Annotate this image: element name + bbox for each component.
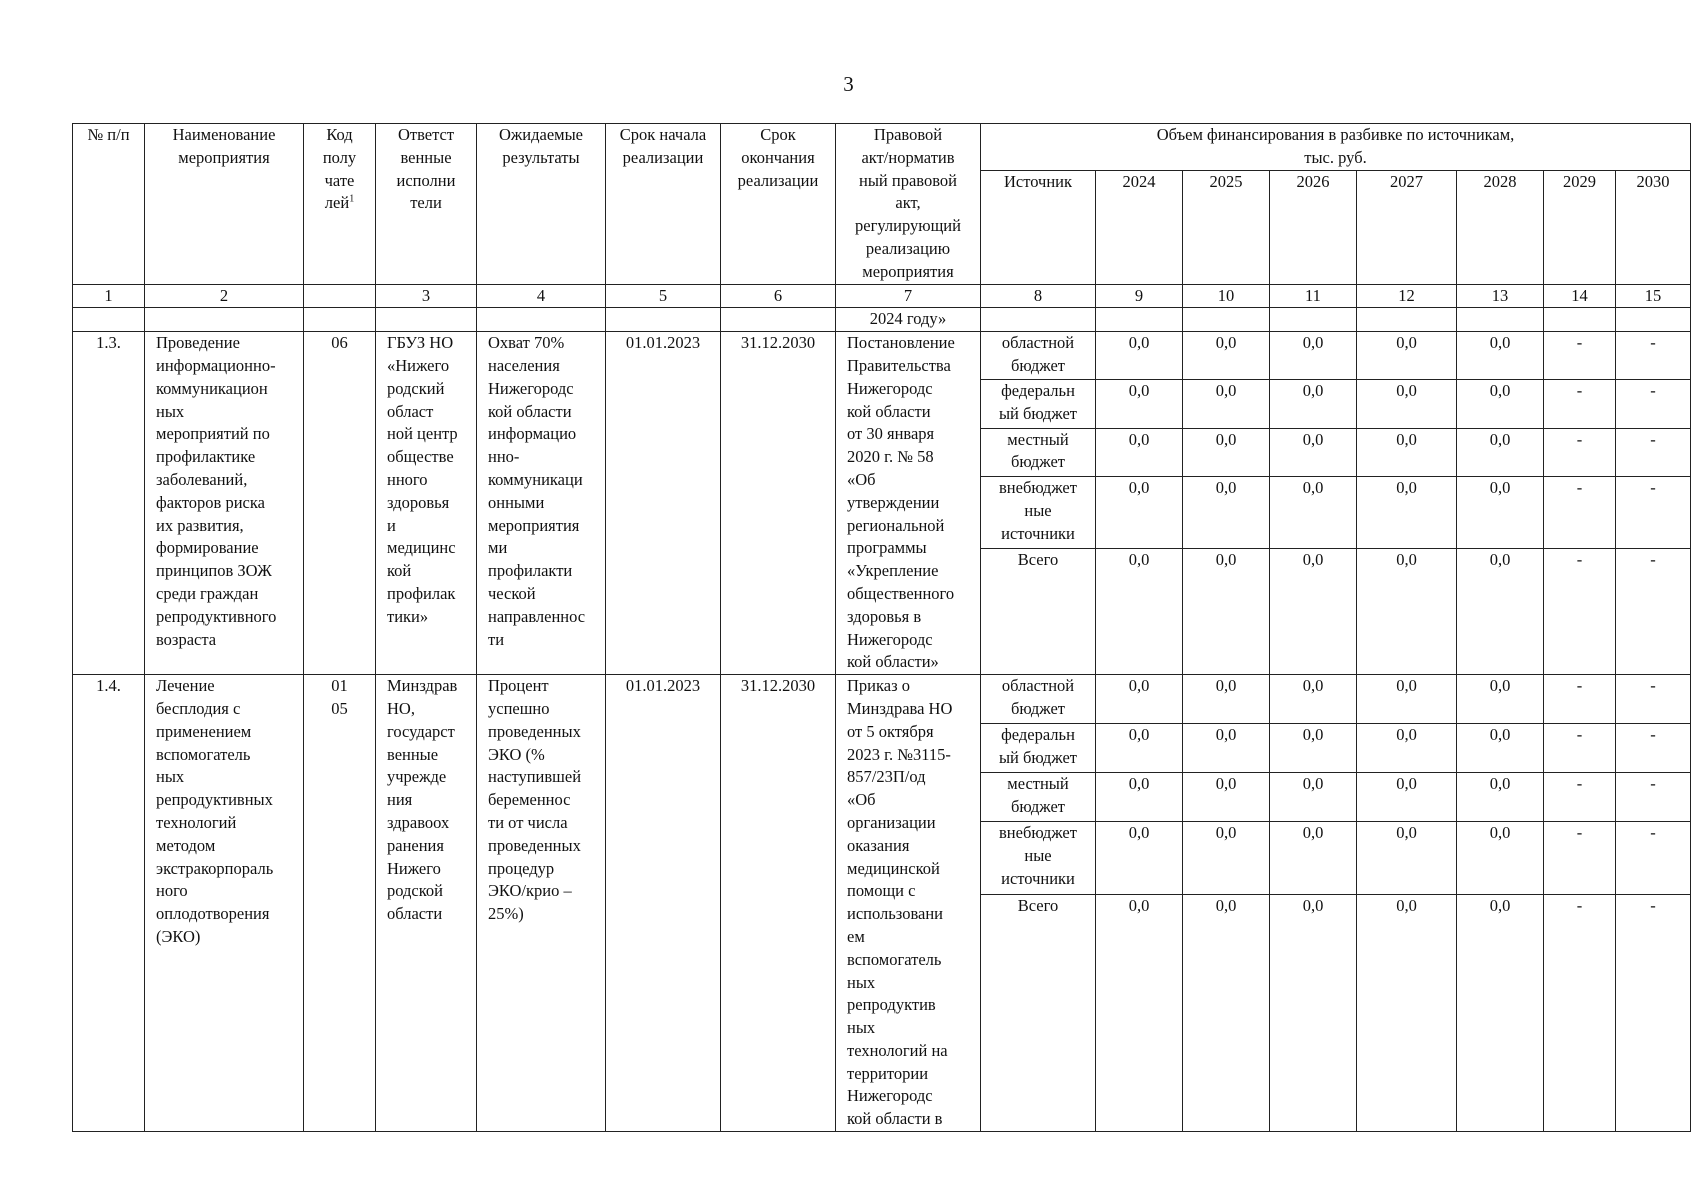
funding-value: - xyxy=(1616,772,1691,821)
funding-value: - xyxy=(1544,724,1616,773)
funding-value: 0,0 xyxy=(1270,380,1357,428)
funding-value: 0,0 xyxy=(1096,821,1183,894)
column-number xyxy=(304,284,376,308)
funding-value: 0,0 xyxy=(1096,380,1183,428)
funding-value: 0,0 xyxy=(1183,476,1270,548)
start-date: 01.01.2023 xyxy=(606,675,721,1132)
funding-value: - xyxy=(1616,332,1691,380)
funding-value: - xyxy=(1616,380,1691,428)
funding-value: 0,0 xyxy=(1357,428,1457,476)
funding-value: 0,0 xyxy=(1096,548,1183,674)
header-year: 2024 xyxy=(1096,170,1183,284)
table-row xyxy=(73,332,1691,380)
funding-value: 0,0 xyxy=(1457,772,1544,821)
column-number: 9 xyxy=(1096,284,1183,308)
funding-value: 0,0 xyxy=(1270,821,1357,894)
funding-value: 0,0 xyxy=(1183,675,1270,724)
funding-value: 0,0 xyxy=(1096,772,1183,821)
header-responsible: Ответст венные исполни тели xyxy=(376,124,477,285)
header-year: 2025 xyxy=(1183,170,1270,284)
funding-value: 0,0 xyxy=(1357,675,1457,724)
funding-value: 0,0 xyxy=(1096,476,1183,548)
funding-value: 0,0 xyxy=(1357,380,1457,428)
funding-value: 0,0 xyxy=(1183,772,1270,821)
funding-value: 0,0 xyxy=(1357,724,1457,773)
row-number: 1.3. xyxy=(73,332,145,675)
funding-value: 0,0 xyxy=(1357,548,1457,674)
funding-value: 0,0 xyxy=(1457,332,1544,380)
funding-value: - xyxy=(1616,548,1691,674)
column-number: 7 xyxy=(836,284,981,308)
expected-results: Процент успешно проведенных ЭКО (% наступившей беременнос ти от числа проведенных процедур ЭКО/крио – 25%) xyxy=(477,675,606,1132)
funding-value: 0,0 xyxy=(1183,380,1270,428)
funding-table xyxy=(72,123,1691,1132)
funding-value: 0,0 xyxy=(1270,675,1357,724)
header-funding-title: Объем финансирования в разбивке по источникам, тыс. руб. xyxy=(981,124,1691,171)
funding-value: - xyxy=(1616,428,1691,476)
funding-value: - xyxy=(1544,675,1616,724)
funding-value: 0,0 xyxy=(1270,724,1357,773)
funding-source: местный бюджет xyxy=(981,772,1096,821)
funding-value: 0,0 xyxy=(1457,675,1544,724)
column-number: 12 xyxy=(1357,284,1457,308)
funding-value: 0,0 xyxy=(1270,476,1357,548)
funding-value: 0,0 xyxy=(1270,428,1357,476)
funding-value: 0,0 xyxy=(1183,821,1270,894)
header-year: 2028 xyxy=(1457,170,1544,284)
funding-value: 0,0 xyxy=(1357,821,1457,894)
funding-value: 0,0 xyxy=(1457,548,1544,674)
column-number: 13 xyxy=(1457,284,1544,308)
funding-value: 0,0 xyxy=(1457,821,1544,894)
funding-value: 0,0 xyxy=(1096,724,1183,773)
expected-results: Охват 70% населения Нижегородс кой области информацио нно- коммуникаци онными мероприятия ми профилакти ческой направленнос ти xyxy=(477,332,606,675)
header-year: 2030 xyxy=(1616,170,1691,284)
end-date: 31.12.2030 xyxy=(721,675,836,1132)
continuation-text: 2024 году» xyxy=(836,308,981,332)
funding-source: внебюджет ные источники xyxy=(981,821,1096,894)
funding-value: 0,0 xyxy=(1183,894,1270,1131)
page-number: 3 xyxy=(843,72,854,96)
funding-value: - xyxy=(1616,476,1691,548)
column-number: 10 xyxy=(1183,284,1270,308)
column-number: 4 xyxy=(477,284,606,308)
column-number: 14 xyxy=(1544,284,1616,308)
funding-value: - xyxy=(1544,332,1616,380)
funding-value: - xyxy=(1544,548,1616,674)
funding-value: - xyxy=(1544,821,1616,894)
column-number: 1 xyxy=(73,284,145,308)
funding-value: 0,0 xyxy=(1357,894,1457,1131)
table-header-row xyxy=(73,124,1691,171)
activity-name: Проведение информационно- коммуникацион ных мероприятий по профилактике заболеваний, факторов риска их развития, формирование принципов ЗОЖ среди граждан репродуктивного возраста xyxy=(145,332,304,675)
funding-source: федеральн ый бюджет xyxy=(981,724,1096,773)
funding-value: 0,0 xyxy=(1457,724,1544,773)
header-year: 2029 xyxy=(1544,170,1616,284)
column-number: 5 xyxy=(606,284,721,308)
header-year: 2026 xyxy=(1270,170,1357,284)
column-number: 15 xyxy=(1616,284,1691,308)
recipient-code: 01 05 xyxy=(304,675,376,1132)
funding-value: 0,0 xyxy=(1457,476,1544,548)
row-number: 1.4. xyxy=(73,675,145,1132)
header-year: 2027 xyxy=(1357,170,1457,284)
funding-value: - xyxy=(1544,894,1616,1131)
funding-value: 0,0 xyxy=(1270,548,1357,674)
continuation-row xyxy=(73,308,1691,332)
start-date: 01.01.2023 xyxy=(606,332,721,675)
funding-value: 0,0 xyxy=(1183,548,1270,674)
funding-value: 0,0 xyxy=(1357,332,1457,380)
funding-value: 0,0 xyxy=(1457,380,1544,428)
column-number: 3 xyxy=(376,284,477,308)
end-date: 31.12.2030 xyxy=(721,332,836,675)
funding-value: 0,0 xyxy=(1183,724,1270,773)
funding-value: 0,0 xyxy=(1457,894,1544,1131)
column-number: 6 xyxy=(721,284,836,308)
legal-act: Постановление Правительства Нижегородс кой области от 30 января 2020 г. № 58 «Об утверждении региональной программы «Укрепление общественного здоровья в Нижегородс кой области» xyxy=(836,332,981,675)
funding-source: федеральн ый бюджет xyxy=(981,380,1096,428)
funding-value: 0,0 xyxy=(1270,894,1357,1131)
legal-act: Приказ о Минздрава НО от 5 октября 2023 г. №3115- 857/23П/од «Об организации оказания медицинской помощи с использовани ем вспомогатель ных репродуктив ных технологий на территории Нижегородс кой области в xyxy=(836,675,981,1132)
activity-name: Лечение бесплодия с применением вспомогатель ных репродуктивных технологий методом экстракорпораль ного оплодотворения (ЭКО) xyxy=(145,675,304,1132)
funding-value: 0,0 xyxy=(1270,332,1357,380)
funding-source: внебюджет ные источники xyxy=(981,476,1096,548)
funding-source: Всего xyxy=(981,894,1096,1131)
header-code: Код полу чате лей$^1$ xyxy=(304,124,376,285)
funding-value: 0,0 xyxy=(1183,332,1270,380)
funding-value: - xyxy=(1616,894,1691,1131)
funding-value: - xyxy=(1616,821,1691,894)
funding-source: местный бюджет xyxy=(981,428,1096,476)
header-num: № п/п xyxy=(73,124,145,285)
funding-source: Всего xyxy=(981,548,1096,674)
header-legal: Правовой акт/норматив ный правовой акт, регулирующий реализацию мероприятия xyxy=(836,124,981,285)
funding-value: 0,0 xyxy=(1270,772,1357,821)
funding-source: областной бюджет xyxy=(981,332,1096,380)
table-row xyxy=(73,675,1691,724)
funding-value: 0,0 xyxy=(1096,675,1183,724)
funding-value: 0,0 xyxy=(1096,428,1183,476)
header-start: Срок начала реализации xyxy=(606,124,721,285)
funding-value: - xyxy=(1544,380,1616,428)
funding-value: - xyxy=(1544,428,1616,476)
funding-source: областной бюджет xyxy=(981,675,1096,724)
funding-value: 0,0 xyxy=(1357,476,1457,548)
responsible-executors: ГБУЗ НО «Нижего родский област ной центр обществе нного здоровья и медицинс кой профилак тики» xyxy=(376,332,477,675)
header-expected: Ожидаемые результаты xyxy=(477,124,606,285)
column-number: 11 xyxy=(1270,284,1357,308)
funding-value: 0,0 xyxy=(1457,428,1544,476)
header-name: Наименование мероприятия xyxy=(145,124,304,285)
header-source: Источник xyxy=(981,170,1096,284)
header-end: Срок окончания реализации xyxy=(721,124,836,285)
funding-value: - xyxy=(1544,476,1616,548)
funding-value: - xyxy=(1616,724,1691,773)
funding-value: 0,0 xyxy=(1183,428,1270,476)
funding-value: 0,0 xyxy=(1096,332,1183,380)
responsible-executors: Минздрав НО, государст венные учрежде ния здравоох ранения Нижего родской области xyxy=(376,675,477,1132)
column-numbers-row xyxy=(73,284,1691,308)
recipient-code: 06 xyxy=(304,332,376,675)
column-number: 2 xyxy=(145,284,304,308)
funding-value: - xyxy=(1544,772,1616,821)
column-number: 8 xyxy=(981,284,1096,308)
funding-value: - xyxy=(1616,675,1691,724)
funding-value: 0,0 xyxy=(1357,772,1457,821)
funding-value: 0,0 xyxy=(1096,894,1183,1131)
